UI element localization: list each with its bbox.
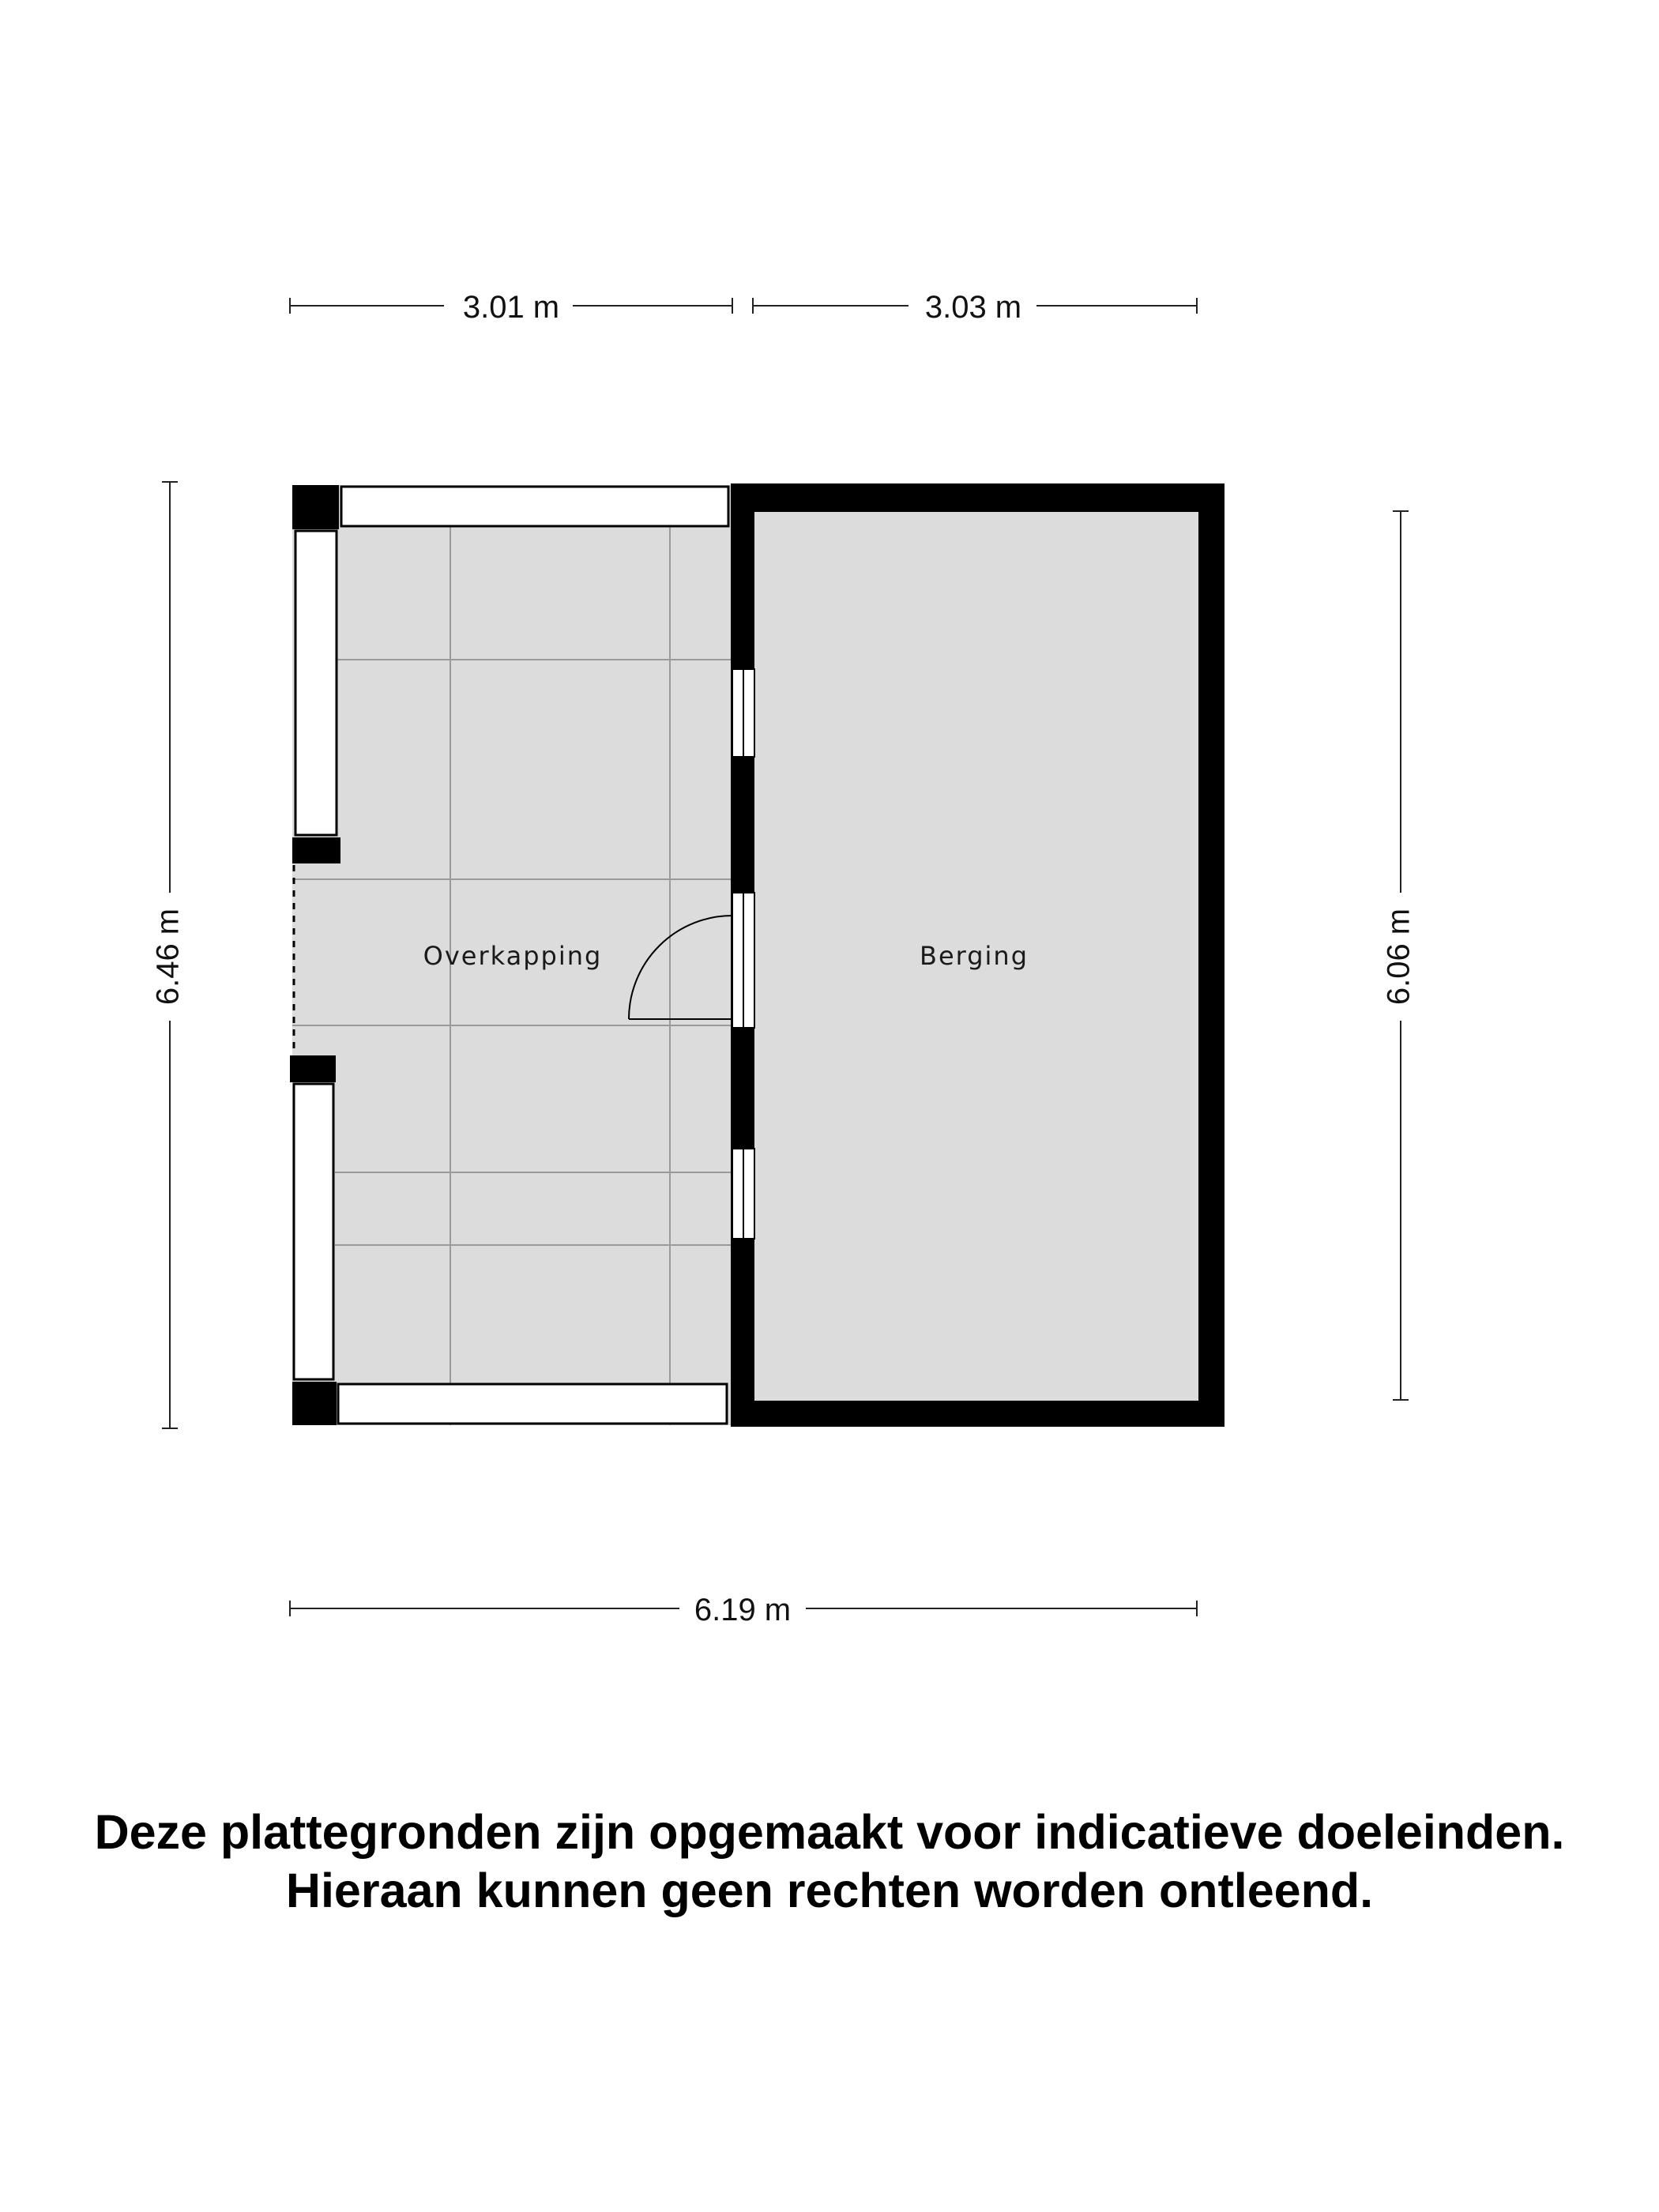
post-bottom-left xyxy=(292,1382,337,1425)
dimension-label-bottom: 6.19 m xyxy=(694,1593,792,1627)
post-left-upper xyxy=(292,837,340,863)
disclaimer-line-1: Deze plattegronden zijn opgemaakt voor indicatieve doeleinden. xyxy=(94,1805,1565,1859)
dimension-label-top-left: 3.01 m xyxy=(462,290,560,325)
dimension-label-left: 6.46 m xyxy=(150,908,186,1006)
window-lower xyxy=(732,1149,754,1239)
disclaimer-line-2: Hieraan kunnen geen rechten worden ontleend. xyxy=(285,1864,1374,1917)
panel-top xyxy=(341,487,728,526)
post-top-left xyxy=(292,485,339,529)
panel-left-upper xyxy=(295,531,337,835)
post-left-lower xyxy=(290,1055,336,1082)
panel-bottom xyxy=(338,1384,727,1424)
dimension-label-top-right: 3.03 m xyxy=(924,290,1022,325)
room-label-overkapping: Overkapping xyxy=(423,941,603,971)
window-upper xyxy=(732,669,754,757)
room-label-berging: Berging xyxy=(919,941,1029,971)
panel-left-lower xyxy=(294,1084,333,1379)
dimension-label-right: 6.06 m xyxy=(1381,908,1416,1006)
